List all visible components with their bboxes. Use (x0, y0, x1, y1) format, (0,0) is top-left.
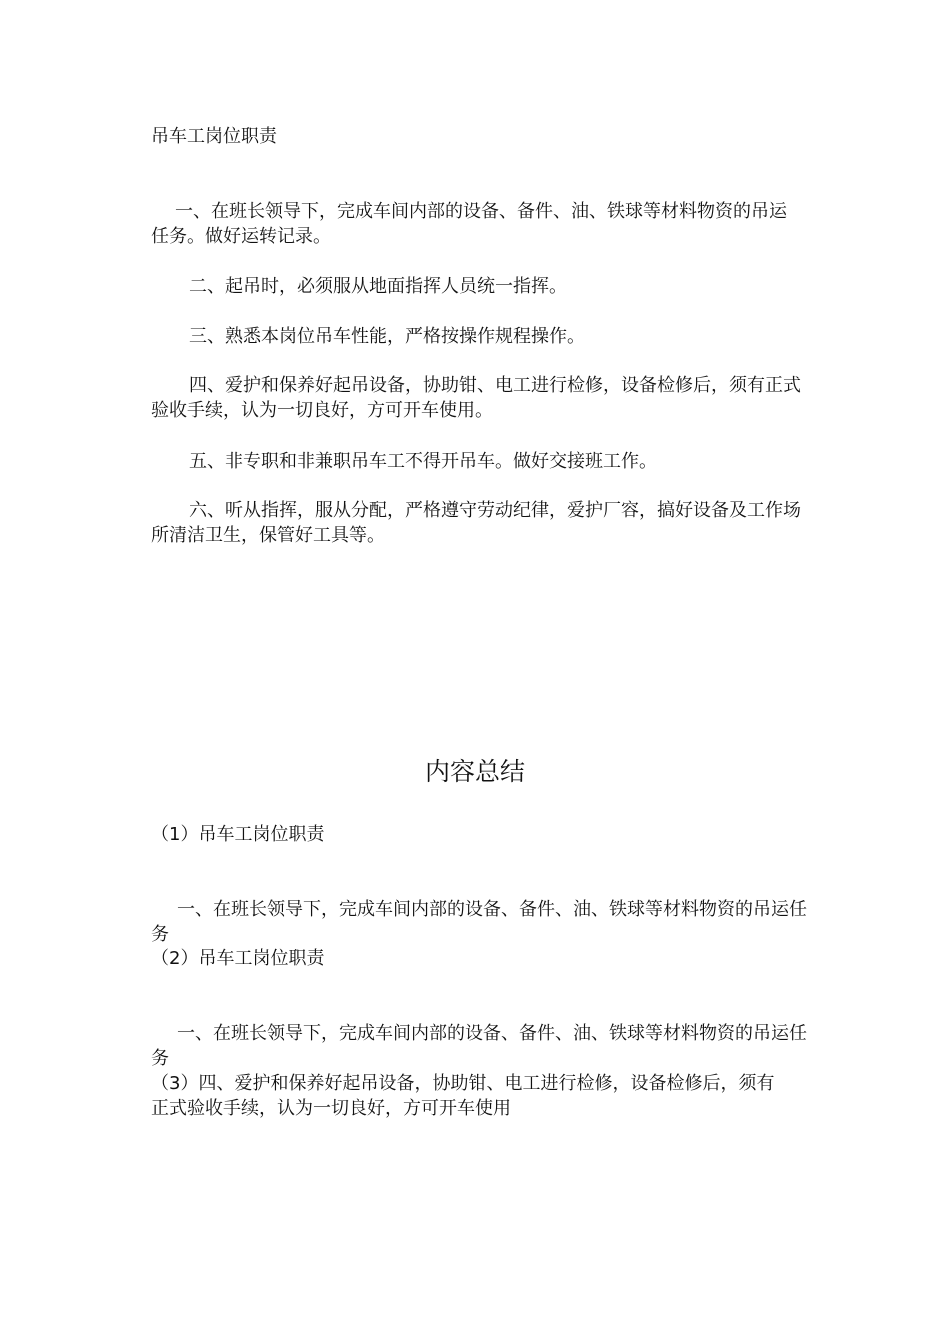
duty-paragraph-2: 二、起吊时，必须服从地面指挥人员统一指挥。 (189, 276, 567, 297)
summary-item-2-title: （2）吊车工岗位职责 (151, 948, 325, 969)
duty-paragraph-1: 一、在班长领导下，完成车间内部的设备、备件、油、铁球等材料物资的吊运任务。做好运转记录。 (151, 201, 787, 247)
summary-heading: 内容总结 (424, 757, 525, 786)
duty-paragraph-6: 六、听从指挥，服从分配，严格遵守劳动纪律，爱护厂容，搞好设备及工作场所清洁卫生，保管好工具等。 (151, 500, 801, 546)
duty-paragraph-4: 四、爱护和保养好起吊设备，协助钳、电工进行检修，设备检修后，须有正式验收手续，认为一切良好，方可开车使用。 (151, 375, 801, 421)
duty-paragraph-3: 三、熟悉本岗位吊车性能，严格按操作规程操作。 (189, 326, 585, 347)
summary-item-1-title: （1）吊车工岗位职责 (151, 824, 325, 845)
document-title: 吊车工岗位职责 (151, 126, 277, 147)
summary-item-2-body: 一、在班长领导下，完成车间内部的设备、备件、油、铁球等材料物资的吊运任务 (151, 1023, 807, 1069)
duty-paragraph-5: 五、非专职和非兼职吊车工不得开吊车。做好交接班工作。 (189, 451, 657, 472)
summary-item-3: （3）四、爱护和保养好起吊设备，协助钳、电工进行检修，设备检修后，须有正式验收手续，认为一切良好，方可开车使用 (151, 1073, 775, 1119)
summary-item-1-body: 一、在班长领导下，完成车间内部的设备、备件、油、铁球等材料物资的吊运任务 (151, 899, 807, 945)
